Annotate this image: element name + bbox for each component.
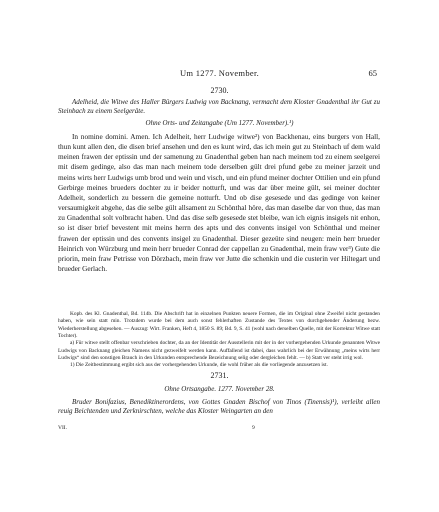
dating-line-2: Ohne Ortsangabe. 1277. November 28. (164, 385, 275, 393)
footnotes (58, 311, 380, 370)
source-note: Kopb. des Kl. Gnadenthal, Bd. 114b. Die Abschrift hat in einzelnen Punkten neuere Formen, die im Original ohne Zweifel nicht gestanden haben, wie sein statt min. Trotzdem wurde bei dem auch sonst fehlerhaften Zustande des Textes von durchgehender Änderung bezw. Wiederherstellung abgesehen. — Auszug: Wirt. Franken, Heft 4, 1850 S. 89; Bd. 9, S. 41 (wohl nach derselben Quelle, mit der Korrektur Witwe statt Tochter). (58, 311, 380, 340)
page-number: 65 (368, 68, 377, 78)
document-number-2: 2731. (210, 371, 229, 380)
charter-text: In nomine domini. Amen. Ich Adelheit, herr Ludwige witwe²) von Backhenau, eins burgers von Hall, thun kunt allen den, die disen brief ansehen und den es kunt wird, das ich mein gut zu Steinbach uf dem wald meinen frawen der eptissin und der samenung zu Gnadenthal geben han nach meinem tod zu einem seelgerei mit disem gedinge, also das man nach meinem tode derselben gült drei pfund gebe zu meiner jarzeit und meins wirts herr Ludwigs umb brod und wein und visch, und ein pfund meiner dochter Ottilien und ein pfund Gerbirge meines brueders dochter zu ir beider notturft, und was dar über meine gült, sei meiner dochter Adelheit, sonderlich zu bessern die gemeine notturft. Und ob dise gesesede und das gedinge von keiner versaumigkeit abgehe, das die selbe gült allsament zu Schönthal höre, das man daselbe dar von thue, das man zu Gnadenthal solt volbracht haben. Und das dise selb gesesede stet bleibe, wan ich eignis insigels nit enhon, so ist diser brief bevestent mit meins herrn des apts und des convents insigel von Schönthal und meiner frawen der eptissin und des convents insigel zu Gnadenthal. Dieser gezeüte sind neugen: mein herr brueder Heinrich von Würzburg und mein herr brueder Conrad der cappellan zu Gnadenthal, mein fraw ver³) Gute die priorin, mein fraw Petrisse von Dörzbach, mein fraw ver Jutte die schenkin und die custerin ver Hiltegart und brueder Gerlach. (58, 132, 380, 274)
sheet-signature: 9 (252, 425, 255, 431)
document-number: 2730. (210, 86, 229, 95)
regest: Adelheid, die Witwe des Haller Bürgers Ludwig von Backnang, vermacht dem Kloster Gnadenthal ihr Gut zu Steinbach zu einem Seelgeräte. (58, 98, 380, 115)
dating-note: 1) Die Zeitbestimmung ergibt sich aus der vorhergehenden Urkunde, die wohl früher als die vorliegende anzusetzen ist. (70, 362, 328, 369)
volume-signature: VII. (58, 425, 68, 431)
running-title: Um 1277. November. (179, 68, 260, 78)
dating-line: Ohne Orts- und Zeitangabe (Um 1277. November).¹) (145, 119, 294, 127)
textual-note: a) Für witwe stellt offenbar verschrieben dochter, da an der Identität der Ausstellerin mit der in der vorhergehenden Urkunde genannten Witwe Ludwigs von Backnang gleichen Namens nicht gezweifelt werden kann. Auffallend ist dabei, dass wahrlich bei der Erwähnung „meins wirts herr Ludwigs“ sind den sonstigen Brauch in den Urkunden entsprechende Bezeichnung selig oder dergleichen fehlt. — b) Statt ver steht irrig wol. (58, 340, 380, 362)
regest-2: Bruder Bonifazius, Benediktinerordens, von Gottes Gnaden Bischof von Tinos (Tinensis)¹), verleiht allen reuig Beichtenden und Zerknirschten, welche das Kloster Weingarten an den (58, 398, 380, 415)
